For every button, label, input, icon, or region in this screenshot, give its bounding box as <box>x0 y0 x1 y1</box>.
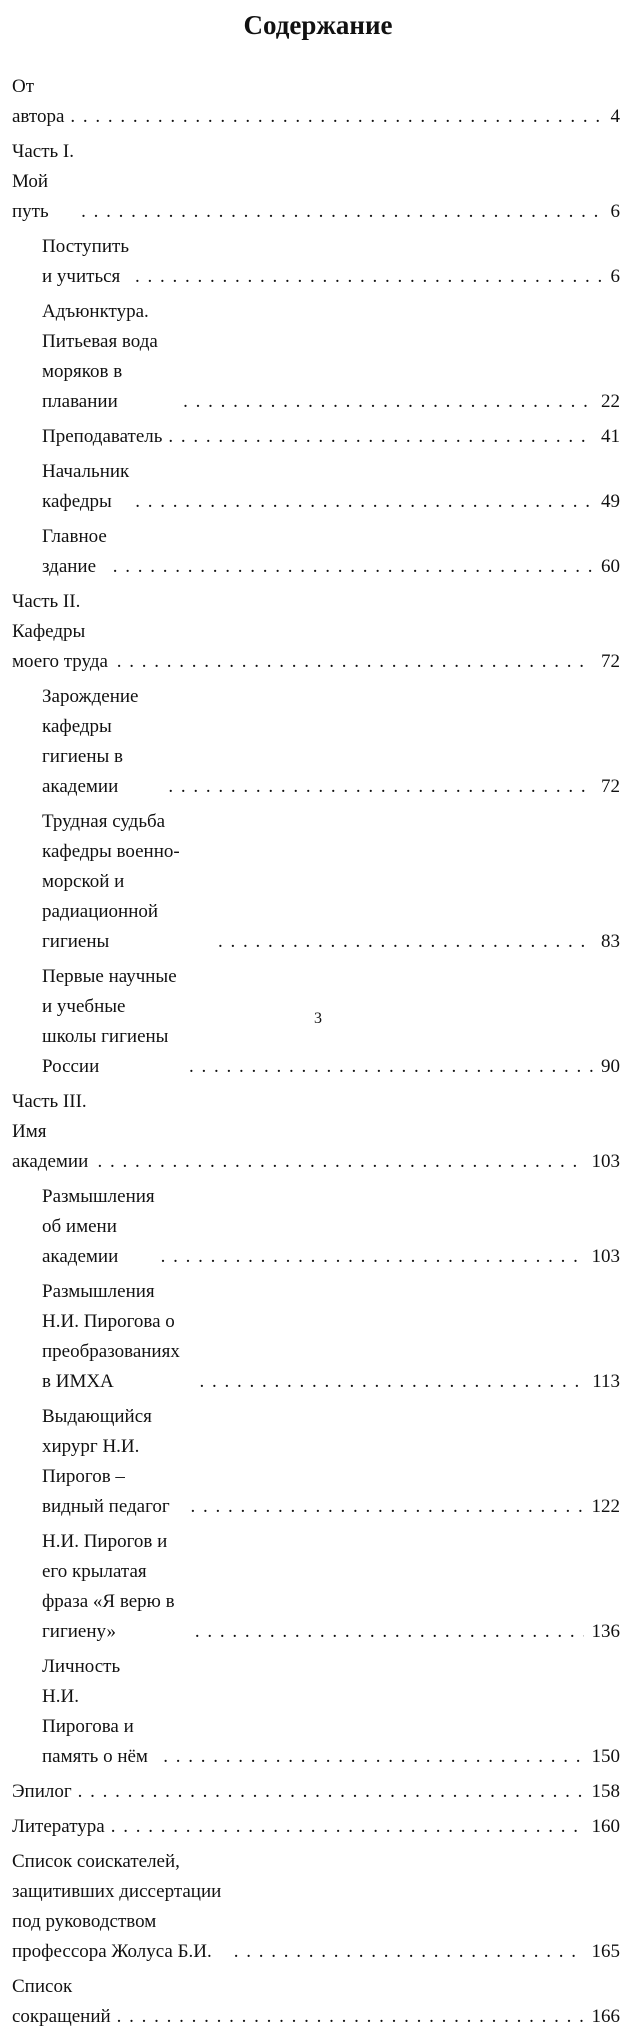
toc-entry[interactable] <box>12 807 620 957</box>
toc-entry-label: Личность Н.И. Пирогова и память о нём <box>42 1656 148 1767</box>
toc-entry-page: 150 <box>591 1746 620 1767</box>
toc-entry-page: 113 <box>592 1371 620 1392</box>
toc-leader <box>177 387 593 417</box>
toc-entry[interactable] <box>12 1087 620 1177</box>
toc-entry[interactable] <box>12 682 620 802</box>
toc-entry-label: Список сокращений <box>12 1976 111 2027</box>
toc-entry-label: Начальник кафедры <box>42 461 130 512</box>
toc-leader <box>155 1242 584 1272</box>
toc-entry-label: Эпилог <box>12 1781 72 1802</box>
toc-entry-page: 41 <box>601 426 620 447</box>
toc-leader <box>107 552 593 582</box>
toc-entry[interactable] <box>12 1527 620 1647</box>
toc-leader <box>184 1492 583 1522</box>
toc-entry-label: Размышления Н.И. Пирогова о преобразованиях в ИМХА <box>42 1281 180 1392</box>
toc-leader <box>64 102 602 132</box>
toc-leader <box>189 1617 584 1647</box>
toc-entry-label: Часть II. Кафедры моего труда <box>12 591 108 672</box>
toc-leader <box>111 2002 584 2032</box>
toc-leader <box>193 1367 584 1397</box>
toc-entry[interactable] <box>12 1277 620 1397</box>
toc-leader <box>212 927 593 957</box>
toc-entry-label: Н.И. Пирогов и его крылатая фраза «Я верю в гигиену» <box>42 1531 175 1642</box>
toc-leader <box>91 1147 583 1177</box>
toc-leader <box>129 487 593 517</box>
toc-entry-label: Список соискателей, защитивших диссертации под руководством профессора Жолуса Б.И. <box>12 1851 222 1962</box>
toc-entry[interactable] <box>12 1402 620 1522</box>
toc-entry-page: 72 <box>601 776 620 797</box>
toc-leader <box>75 197 602 227</box>
toc-entry[interactable] <box>12 422 620 452</box>
toc-entry-page: 83 <box>601 931 620 952</box>
page-number: 3 <box>314 1010 322 1027</box>
toc-leader <box>111 647 593 677</box>
toc-entry-page: 165 <box>591 1941 620 1962</box>
toc-entry[interactable] <box>12 457 620 517</box>
toc-entry-page: 103 <box>591 1246 620 1267</box>
toc-entry-page: 6 <box>610 266 620 287</box>
toc-entry[interactable] <box>12 137 620 227</box>
page-title: Содержание <box>243 10 393 40</box>
toc-entry-label: Адъюнктура. Питьевая вода моряков в плавании <box>42 301 158 412</box>
toc-entry-page: 6 <box>610 201 620 222</box>
toc-entry-label: Выдающийся хирург Н.И. Пирогов – видный педагог <box>42 1406 170 1517</box>
toc-leader <box>228 1937 584 1967</box>
toc-leader <box>72 1777 584 1807</box>
toc-entry-label: Первые научные и учебные школы гигиены России <box>42 966 177 1077</box>
toc-entry-page: 72 <box>601 651 620 672</box>
toc-entry-label: Преподаватель <box>42 426 163 447</box>
toc-entry-page: 160 <box>591 1816 620 1837</box>
toc-leader <box>105 1812 584 1842</box>
toc-entry-label: Зарождение кафедры гигиены в академии <box>42 686 139 797</box>
toc-leader <box>157 1742 583 1772</box>
toc-entry-label: Литература <box>12 1816 105 1837</box>
toc-entry-page: 49 <box>601 491 620 512</box>
toc-entry[interactable] <box>12 1847 620 1967</box>
toc-entry-page: 60 <box>601 556 620 577</box>
toc-leader <box>129 262 603 292</box>
toc-leader <box>162 772 593 802</box>
toc-entry-label: Главное здание <box>42 526 107 577</box>
toc-entry-label: Поступить и учиться <box>42 236 129 287</box>
toc-entry[interactable] <box>12 72 620 132</box>
toc-entry-label: От автора <box>12 76 65 127</box>
toc-entry-label: Часть I. Мой путь <box>12 141 75 222</box>
toc-entry[interactable] <box>12 232 620 292</box>
table-of-contents <box>12 72 620 2037</box>
toc-entry-label: Трудная судьба кафедры военно-морской и радиационной гигиены <box>42 811 180 952</box>
toc-entry-page: 90 <box>601 1056 620 1077</box>
toc-leader <box>183 1052 593 1082</box>
toc-entry-page: 22 <box>601 391 620 412</box>
toc-entry[interactable] <box>12 1812 620 1842</box>
toc-entry[interactable] <box>12 1652 620 1772</box>
toc-entry[interactable] <box>12 1777 620 1807</box>
toc-entry[interactable] <box>12 1972 620 2032</box>
toc-entry-page: 166 <box>591 2006 620 2027</box>
toc-entry[interactable] <box>12 522 620 582</box>
toc-leader <box>162 422 593 452</box>
toc-entry[interactable] <box>12 297 620 417</box>
toc-entry-page: 4 <box>610 106 620 127</box>
toc-entry-page: 103 <box>591 1151 620 1172</box>
toc-entry[interactable] <box>12 587 620 677</box>
toc-entry-label: Размышления об имени академии <box>42 1186 155 1267</box>
toc-entry-label: Часть III. Имя академии <box>12 1091 89 1172</box>
toc-entry-page: 122 <box>591 1496 620 1517</box>
toc-entry-page: 136 <box>591 1621 620 1642</box>
toc-entry-page: 158 <box>591 1781 620 1802</box>
toc-entry[interactable] <box>12 1182 620 1272</box>
